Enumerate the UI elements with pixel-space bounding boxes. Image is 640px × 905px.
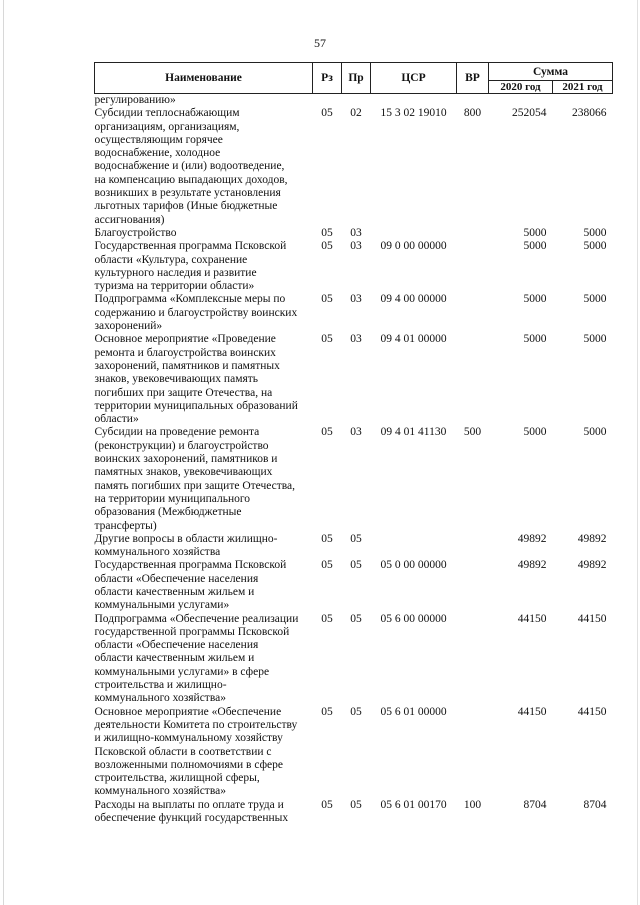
row-csr bbox=[371, 94, 457, 108]
row-name-line: области «Обеспечение населения bbox=[94, 572, 259, 585]
row-name-line: коммунального хозяйства bbox=[94, 546, 221, 559]
row-rz: 05 bbox=[321, 426, 333, 439]
row-name-line: Псковской области в соответствии с bbox=[94, 745, 272, 758]
row-name-line: на территории муниципального bbox=[94, 492, 251, 505]
row-name-line: Субсидии на проведение ремонта bbox=[94, 426, 260, 439]
row-vr: 100 bbox=[463, 798, 482, 811]
row-name bbox=[95, 559, 313, 612]
row-csr: 09 4 01 00000 bbox=[380, 333, 447, 346]
row-name-line: захоронений, памятников и памятных bbox=[94, 359, 280, 372]
row-name-line: области «Культура, сохранение bbox=[94, 253, 248, 266]
row-sum-2021: 49892 bbox=[577, 559, 607, 572]
row-sum-2020: 44150 bbox=[517, 612, 547, 625]
table-row bbox=[95, 293, 613, 333]
row-pr: 05 bbox=[350, 798, 362, 811]
row-name-line: области качественным жильем и bbox=[94, 652, 255, 665]
page-number: 57 bbox=[314, 36, 326, 50]
row-name bbox=[95, 706, 313, 799]
header-year-2021: 2021 год bbox=[553, 81, 613, 94]
table-body bbox=[95, 94, 613, 826]
row-sum-2021: 49892 bbox=[577, 532, 607, 545]
row-sum-2020: 8704 bbox=[523, 798, 547, 811]
row-name-line: осуществляющим горячее bbox=[94, 133, 223, 146]
table-row bbox=[95, 799, 613, 826]
row-sum-2020: 49892 bbox=[517, 559, 547, 572]
row-vr bbox=[457, 533, 489, 560]
header-sum: Сумма bbox=[489, 63, 613, 81]
table-row bbox=[95, 426, 613, 532]
row-name-line: и жилищно-коммунальному хозяйству bbox=[94, 732, 283, 745]
row-name bbox=[95, 533, 313, 560]
row-sum-2020: 5000 bbox=[523, 240, 547, 253]
row-name-line: льготных тарифов (Иные бюджетные bbox=[94, 200, 278, 213]
row-sum-2020: 5000 bbox=[523, 226, 547, 239]
row-rz: 05 bbox=[321, 705, 333, 718]
row-rz bbox=[313, 94, 342, 108]
row-name-line: Другие вопросы в области жилищно- bbox=[94, 532, 278, 545]
row-rz: 05 bbox=[321, 293, 333, 306]
row-vr bbox=[457, 706, 489, 799]
row-sum-2021: 5000 bbox=[583, 333, 607, 346]
scan-edge-right bbox=[637, 0, 638, 905]
row-sum-2021: 44150 bbox=[577, 612, 607, 625]
row-sum-2020: 5000 bbox=[523, 333, 547, 346]
row-name-line: погибших при защите Отечества, на bbox=[94, 386, 273, 399]
row-vr bbox=[457, 94, 489, 108]
row-name-line: знаков, увековечивающих память bbox=[94, 373, 259, 386]
row-sum-2021 bbox=[553, 94, 613, 108]
row-name-line: Субсидии теплоснабжающим bbox=[94, 107, 240, 120]
row-name bbox=[95, 293, 313, 333]
row-sum-2020: 5000 bbox=[523, 293, 547, 306]
row-pr: 03 bbox=[350, 333, 362, 346]
row-name-line: содержанию и благоустройству воинских bbox=[94, 306, 298, 319]
row-rz: 05 bbox=[321, 559, 333, 572]
row-name-line: (реконструкции) и благоустройство bbox=[94, 439, 269, 452]
row-sum-2021: 5000 bbox=[583, 293, 607, 306]
row-rz: 05 bbox=[321, 107, 333, 120]
row-name-line: Благоустройство bbox=[94, 226, 177, 239]
row-pr: 03 bbox=[350, 240, 362, 253]
row-name-line: области «Обеспечение населения bbox=[94, 639, 259, 652]
row-name bbox=[95, 426, 313, 532]
row-csr: 05 6 00 00000 bbox=[380, 612, 447, 625]
row-rz: 05 bbox=[321, 798, 333, 811]
row-name-line: возникших в результате установления bbox=[94, 187, 281, 200]
row-name-line: регулированию» bbox=[94, 94, 176, 106]
row-csr: 09 4 01 41130 bbox=[380, 426, 447, 439]
row-name-line: области» bbox=[94, 413, 139, 426]
row-vr bbox=[457, 293, 489, 333]
row-name-line: строительства и жилищно- bbox=[94, 679, 227, 692]
row-name-line: образования (Межбюджетные bbox=[94, 506, 242, 519]
row-csr: 05 0 00 00000 bbox=[380, 559, 447, 572]
budget-table bbox=[94, 62, 613, 825]
row-name bbox=[95, 333, 313, 426]
header-vr: ВР bbox=[457, 63, 489, 94]
row-csr: 15 3 02 19010 bbox=[380, 107, 447, 120]
row-name-line: ремонта и благоустройства воинских bbox=[94, 346, 276, 359]
row-sum-2020: 252054 bbox=[512, 107, 547, 120]
row-sum-2021: 44150 bbox=[577, 705, 607, 718]
row-rz: 05 bbox=[321, 532, 333, 545]
row-pr bbox=[342, 94, 371, 108]
row-vr bbox=[457, 559, 489, 612]
header-year-2020: 2020 год bbox=[489, 81, 553, 94]
header-name: Наименование bbox=[95, 63, 313, 94]
row-vr bbox=[457, 227, 489, 240]
row-name-line: культурного наследия и развитие bbox=[94, 266, 257, 279]
row-csr: 05 6 01 00170 bbox=[380, 798, 447, 811]
row-name-line: водоснабжение и (или) водоотведение, bbox=[94, 160, 285, 173]
row-name-line: коммунального хозяйства» bbox=[94, 785, 226, 798]
row-name-line: коммунальными услугами» в сфере bbox=[94, 665, 270, 678]
row-name-line: обеспечение функций государственных bbox=[94, 812, 289, 825]
row-rz: 05 bbox=[321, 240, 333, 253]
row-vr bbox=[457, 333, 489, 426]
row-vr: 500 bbox=[463, 426, 482, 439]
row-name-line: Подпрограмма «Обеспечение реализации bbox=[94, 612, 299, 625]
row-pr: 05 bbox=[350, 559, 362, 572]
row-name-line: области качественным жильем и bbox=[94, 585, 255, 598]
row-csr: 09 4 00 00000 bbox=[380, 293, 447, 306]
row-name-line: на компенсацию выпадающих доходов, bbox=[94, 173, 288, 186]
row-sum-2020: 5000 bbox=[523, 426, 547, 439]
row-name-line: Основное мероприятие «Обеспечение bbox=[94, 705, 282, 718]
row-sum-2021: 238066 bbox=[572, 107, 607, 120]
row-vr bbox=[457, 613, 489, 706]
header-rz: Рз bbox=[313, 63, 342, 94]
row-name-line: воинских захоронений, памятников и bbox=[94, 453, 278, 466]
row-sum-2021: 5000 bbox=[583, 240, 607, 253]
row-sum-2021: 5000 bbox=[583, 426, 607, 439]
table-header bbox=[95, 63, 613, 94]
row-vr: 800 bbox=[463, 107, 482, 120]
header-pr: Пр bbox=[342, 63, 371, 94]
row-name bbox=[95, 107, 313, 227]
row-csr: 09 0 00 00000 bbox=[380, 240, 447, 253]
row-pr: 03 bbox=[350, 293, 362, 306]
row-csr bbox=[371, 227, 457, 240]
row-sum-2020 bbox=[489, 94, 553, 108]
row-name-line: памятных знаков, увековечивающих bbox=[94, 466, 273, 479]
row-name-line: Государственная программа Псковской bbox=[94, 559, 287, 572]
row-sum-2020: 44150 bbox=[517, 705, 547, 718]
row-pr: 03 bbox=[350, 426, 362, 439]
row-name-line: трансферты) bbox=[94, 519, 157, 532]
row-name-line: Основное мероприятие «Проведение bbox=[94, 333, 276, 346]
table-row bbox=[95, 94, 613, 108]
table-row bbox=[95, 706, 613, 799]
header-csr: ЦСР bbox=[371, 63, 457, 94]
row-pr: 05 bbox=[350, 612, 362, 625]
table-row bbox=[95, 613, 613, 706]
table-row bbox=[95, 333, 613, 426]
row-pr: 05 bbox=[350, 532, 362, 545]
row-name bbox=[95, 799, 313, 826]
row-name-line: Подпрограмма «Комплексные меры по bbox=[94, 293, 286, 306]
row-name bbox=[95, 613, 313, 706]
row-name-line: коммунального хозяйства» bbox=[94, 692, 226, 705]
table-row bbox=[95, 107, 613, 227]
row-name-line: Расходы на выплаты по оплате труда и bbox=[94, 798, 284, 811]
row-name-line: туризма на территории области» bbox=[94, 280, 255, 293]
row-pr: 05 bbox=[350, 705, 362, 718]
row-name-line: деятельности Комитета по строительству bbox=[94, 718, 298, 731]
row-rz: 05 bbox=[321, 226, 333, 239]
table-row bbox=[95, 533, 613, 560]
row-name-line: захоронений» bbox=[94, 320, 163, 333]
row-name-line: организациям, организациям, bbox=[94, 120, 240, 133]
row-pr: 03 bbox=[350, 226, 362, 239]
row-csr bbox=[371, 533, 457, 560]
row-name-line: Государственная программа Псковской bbox=[94, 240, 287, 253]
row-name bbox=[95, 240, 313, 293]
row-name-line: коммунальными услугами» bbox=[94, 599, 230, 612]
row-name-line: возложенными полномочиями в сфере bbox=[94, 758, 283, 771]
row-sum-2021: 5000 bbox=[583, 226, 607, 239]
row-vr bbox=[457, 240, 489, 293]
row-name bbox=[95, 227, 313, 240]
row-name-line: территории муниципальных образований bbox=[94, 399, 298, 412]
row-name bbox=[95, 94, 313, 108]
row-sum-2021: 8704 bbox=[583, 798, 607, 811]
row-rz: 05 bbox=[321, 612, 333, 625]
row-csr: 05 6 01 00000 bbox=[380, 705, 447, 718]
row-name-line: водоснабжение, холодное bbox=[94, 147, 221, 160]
row-rz: 05 bbox=[321, 333, 333, 346]
row-sum-2020: 49892 bbox=[517, 532, 547, 545]
row-name-line: строительства, жилищной сферы, bbox=[94, 772, 260, 785]
table-row bbox=[95, 240, 613, 293]
row-pr: 02 bbox=[350, 107, 362, 120]
table-row bbox=[95, 559, 613, 612]
table-row bbox=[95, 227, 613, 240]
row-name-line: ассигнования) bbox=[94, 213, 165, 226]
scan-edge-left bbox=[3, 0, 4, 905]
row-name-line: государственной программы Псковской bbox=[94, 625, 290, 638]
row-name-line: память погибших при защите Отечества, bbox=[94, 479, 296, 492]
